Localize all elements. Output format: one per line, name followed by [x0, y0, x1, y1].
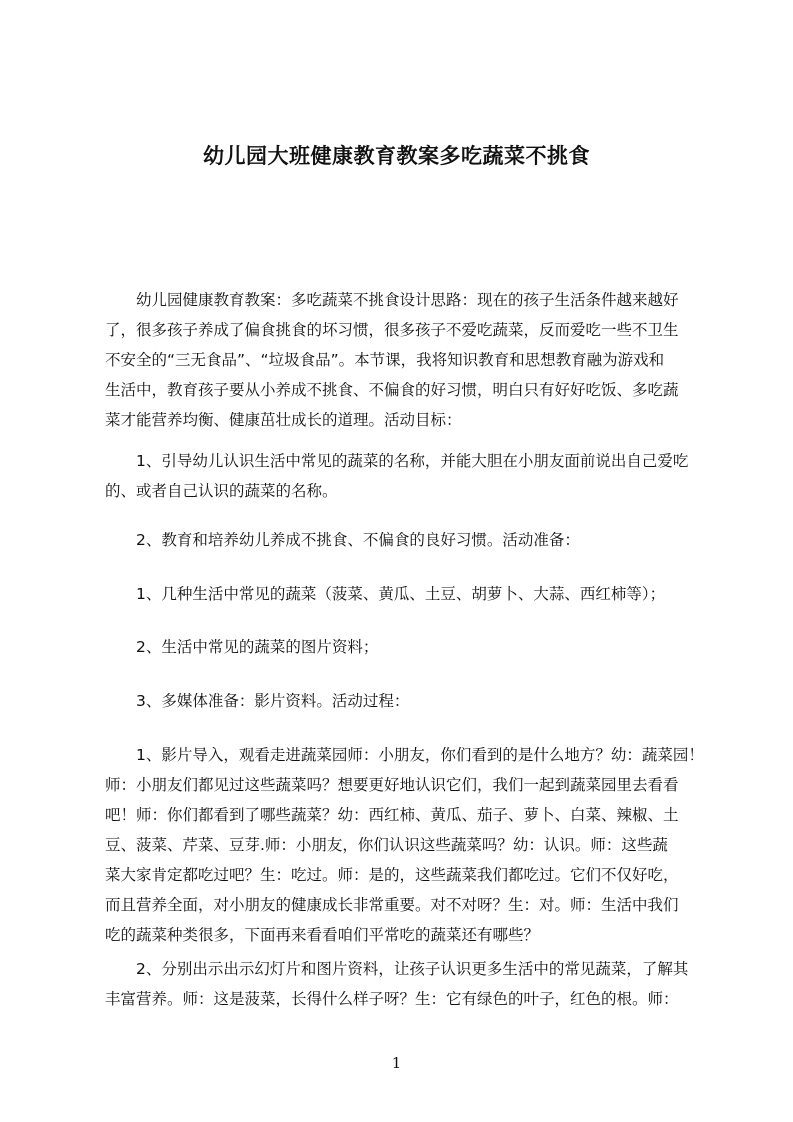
paragraph-objective-2 — [105, 525, 705, 555]
text-line: 丰富营养。师：这是菠菜，长得什么样子呀？生：它有绿色的叶子，红色的根。师： — [105, 990, 679, 1008]
text-line: 3、多媒体准备：影片资料。活动过程： — [105, 692, 410, 710]
text-line: 菜才能营养均衡、健康茁壮成长的道理。活动目标： — [105, 411, 462, 429]
text-line: 2、分别出示出示幻灯片和图片资料，让孩子认识更多生活中的常见蔬菜，了解其 — [105, 960, 689, 978]
paragraph-design-rationale — [105, 285, 705, 435]
paragraph-process-2 — [105, 954, 705, 1014]
text-line: 的、或者自己认识的蔬菜的名称。 — [105, 482, 338, 500]
document-title: 幼儿园大班健康教育教案多吃蔬菜不挑食 — [203, 144, 590, 168]
paragraph-process-1 — [105, 740, 705, 950]
text-line: 幼儿园健康教育教案：多吃蔬菜不挑食设计思路：现在的孩子生活条件越来越好 — [105, 291, 679, 309]
text-line: 了，很多孩子养成了偏食挑食的坏习惯，很多孩子不爱吃蔬菜，反而爱吃一些不卫生 — [105, 321, 679, 339]
text-line: 豆、菠菜、芹菜、豆芽.师：小朋友，你们认识这些蔬菜吗？幼：认识。师：这些蔬 — [105, 836, 668, 854]
text-line: 不安全的“三无食品”、“垃圾食品”。本节课，我将知识教育和思想教育融为游戏和 — [105, 351, 665, 369]
text-line: 而且营养全面，对小朋友的健康成长非常重要。对不对呀？生：对。师：生活中我们 — [105, 896, 679, 914]
text-line: 师：小朋友们都见过这些蔬菜吗？想要更好地认识它们，我们一起到蔬菜园里去看看 — [105, 776, 679, 794]
text-line: 吧！师：你们都看到了哪些蔬菜？幼：西红柿、黄瓜、茄子、萝卜、白菜、辣椒、土 — [105, 806, 679, 824]
text-line: 1、几种生活中常见的蔬菜（菠菜、黄瓜、土豆、胡萝卜、大蒜、西红柿等）； — [105, 585, 666, 603]
page-number: 1 — [391, 1054, 402, 1072]
paragraph-objective-1 — [105, 446, 705, 506]
paragraph-preparation-1 — [105, 579, 705, 609]
text-line: 2、生活中常见的蔬菜的图片资料； — [105, 638, 379, 656]
paragraph-preparation-3 — [105, 686, 705, 716]
text-line: 吃的蔬菜种类很多，下面再来看看咱们平常吃的蔬菜还有哪些？ — [105, 926, 540, 944]
text-line: 1、影片导入，观看走进蔬菜园师：小朋友，你们看到的是什么地方？幼：蔬菜园！ — [105, 746, 704, 764]
text-line: 生活中，教育孩子要从小养成不挑食、不偏食的好习惯，明白只有好好吃饭、多吃蔬 — [105, 381, 679, 399]
text-line: 2、教育和培养幼儿养成不挑食、不偏食的良好习惯。活动准备： — [105, 531, 580, 549]
text-line: 1、引导幼儿认识生活中常见的蔬菜的名称，并能大胆在小朋友面前说出自己爱吃 — [105, 452, 689, 470]
paragraph-preparation-2 — [105, 632, 705, 662]
text-line: 菜大家肯定都吃过吧？生：吃过。师：是的，这些蔬菜我们都吃过。它们不仅好吃， — [105, 866, 679, 884]
